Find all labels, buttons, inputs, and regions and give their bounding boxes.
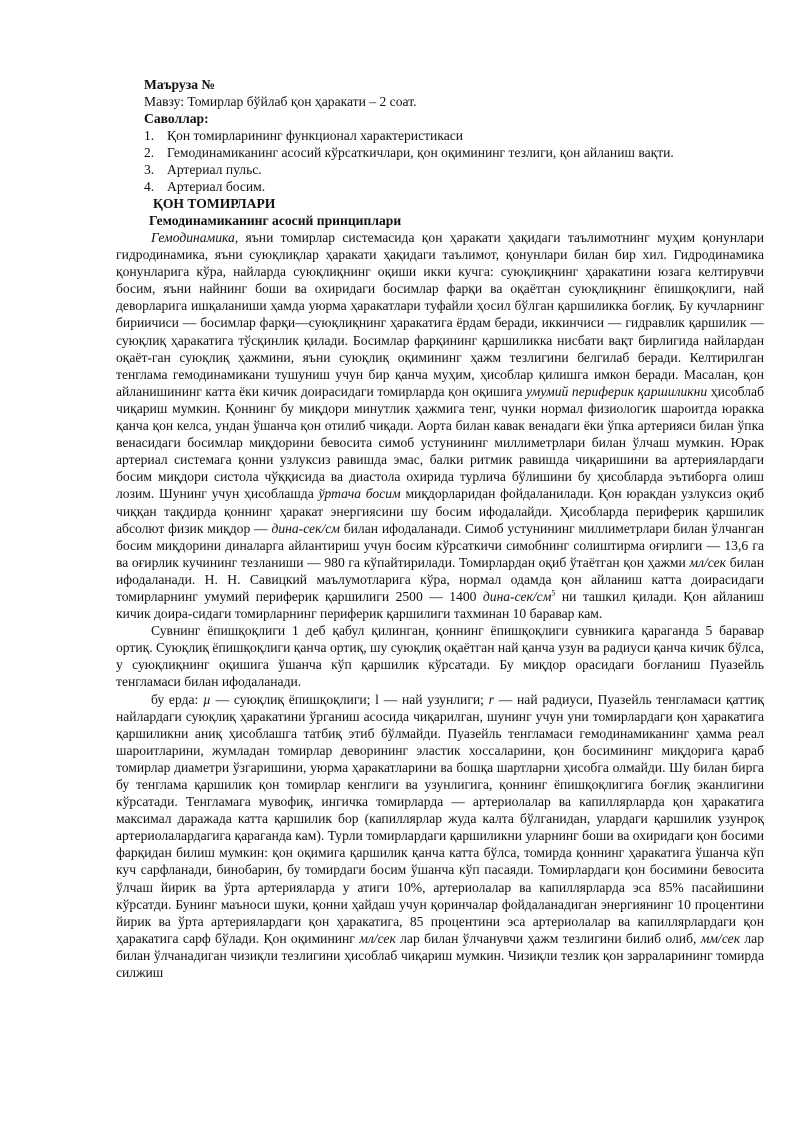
term-hemodynamics: Гемодинамика,: [151, 230, 239, 245]
text-run: яъни томирлар системасида қон ҳаракати ҳақидаги таълимотнинг муҳим қонунлари гидродинамика, яъни суюқлиқлар ҳаракати ҳақидаги таълимот, қонунлари билан бир хил. Гидродинамика қонунларига кўра, найларда суюқлиқнинг оқиши икки кучга: суюқлиқнинг ҳаракатини юзага келтирувчи босим, яъни найнинг боши ва охиридаги босимлар фарқи ва оқаётган суюқлиқнинг ёпишқоқлиги, най деворларига ишқаланиши ҳамда уюрма ҳаракатлари туфайли ҳосил бўлган қаршиликка боғлиқ. Бу кучларнинг бириичиси — босимлар фарқи—суюқлиқнинг ҳаракатига ёрдам беради, иккинчиси — гидравлик қаршилик —суюқлиқ ҳаракатига тўсқинлик қилади. Босимлар фарқининг қаршиликка нисбати вақт бирлигида найлардан оқаёт-ган суюқлиқ ҳажмини, яъни суюқлиқ оқимининг ҳажм тезлигини белгилаб беради. Келтирилган тенглама гемодинамикани тушуниш учун бир қанча муҳим, ҳисоблар қилишга имкон беради. Масалан, қон айланишининг катта ёки кичик доирасидаги томирларда қон оқишига: [116, 230, 764, 399]
text-run: лар билан ўлчанувчи ҳажм тезлигини билиб олиб,: [395, 930, 701, 946]
question-text: Артериал босим.: [167, 179, 266, 194]
question-number: 2.: [144, 145, 155, 160]
unit-mm-sec: мм/сек: [700, 930, 741, 946]
text-run: ҳисоблаб чиқариш мумкин. Қоннинг бу миқдори минутлик ҳажмига тенг, чунки нормал физиологик шароитда юракка қанча қон келса, ундан ўшанча қон отилиб чиқади. Аорта билан кавак венадаги ёки ўпка артерияси билан ўпка венасидаги босимлар миқдорини бевосита симоб устунининг миллиметрлари билан ўлчаш мумкин. Юрак артериал системага қонни узлуксиз равишда эмас, балки ритмик равишда чиқаришини ва артериялардаги босим миқдори систола чўққисида ва диастола охирида турлича бўлишини бу ҳисобларда эътиборга олиш лозим. Шунинг учун ҳисоблашда: [116, 383, 764, 502]
unit-dyn-sec-cm: дина-сек/см: [271, 520, 340, 536]
questions-label: Саволлар:: [144, 111, 209, 126]
body-text: [116, 229, 764, 981]
text-run: билан ифодаланади. Симоб устунининг миллиметрлари билан ўлчанган босим миқдорини диналарга айлантириш учун босим кўрсаткичи симобнинг солиштирма оғирлиги — 13,6 га ва оғирлик кучининг тезланиши — 980 га кўпайтирилади. Томирлардан оқиб ўтаётган қон ҳажми: [116, 520, 765, 570]
superscript-5: 5: [551, 588, 556, 598]
question-text: Гемодинамиканинг асосий кўрсаткичлари, қон оқимининг тезлиги, қон айланиш вақти.: [167, 145, 674, 160]
question-text: Артериал пульс.: [167, 162, 262, 177]
text-run: — най радиуси, Пуазейль тенгламаси қаттиқ найлардаги суюқлиқ ҳаракатини ўрганиш асосида чиқарилган, шунинг учун уни томирлардаги қон ҳаракатига қаршиликни аниқ ҳисоблашга татбиқ этиб бўлмайди. Пуазейль тенгламаси гемодинамиканинг ҳамма реал шароитларини, жумладан томирлар деворининг эластик хоссаларини, қон босимининг миқдорига қараб томирлар диаметри ўзгаришини, уюрма ҳаракатларини ва бошқа шартларни ҳисобга олмайди. Шу билан бирга бу тенглама қаршилик қон томирлар кенглиги ва узунлигига, қоннинг ёпишқоқлигига боғлиқ эканлигини кўрсатади. Тенгламага мувофиқ, ингичка томирларда — артериолалар ва капиллярларда қон ҳаракатига максимал даражада катта қаршилик бор (капиллярлар жуда калта бўлганидан, улардаги қаршилик узунроқ артериолалардагига қараганда кам). Турли томирлардаги қаршиликни уларнинг боши ва охиридаги қон босими фарқидан билиш мумкин: қон оқимига қаршилик қанча катта бўлса, томирда қоннинг ҳаракатига ўшанча кўп куч сарфланади, бинобарин, бу томирдаги босим ўшанча кўп пасаяди. Томирлардаги қон босимини бевосита ўлчаш йирик ва ўрта артерияларда у атиги 10%, артериолалар ва капиллярларда эса 85% пасайишини кўрсатди. Бунинг маъноси шуки, қонни ҳайдаш учун қоринчалар фойдаланадиган энергиянинг 10 процентини йирик ва ўрта артериялардаги қон ҳаракатига, 85 процентини эса артериолалар ва капиллярлардаги қон ҳаракатига сарф бўлади. Қон оқимининг: [116, 691, 764, 946]
symbol-r: r: [488, 691, 494, 707]
unit-dyn-sec-cm5: дина-сек/см: [482, 588, 552, 604]
lecture-label: Маъруза №: [144, 77, 216, 92]
question-number: 4.: [144, 179, 155, 194]
unit-ml-sec: мл/сек: [689, 554, 727, 570]
section-title: ҚОН ТОМИРЛАРИ: [153, 196, 276, 211]
question-number: 3.: [144, 162, 155, 177]
text-run: бу ерда:: [151, 691, 204, 707]
text-run: лар билан ўлчанадиган чизиқли тезлигини ҳисоблаб чиқариш мумкин. Чизиқли тезлик қон зарраларининг томирда силжиш: [116, 930, 765, 981]
paragraph-viscosity: Сувнинг ёпишқоқлиги 1 деб қабул қилинган, қоннинг ёпишқоқлиги сувникига қараганда 5 баравар ортиқ. Суюқлиқ ёпишқоқлиги қанча ортиқ, шу суюқлиқ оқаётган най қанча узун ва радиуси қанча кичик бўлса, у суюқлиқнинг оқишига ўшанча кўп қаршилик кўрсатади. Бу миқдор орасидаги боғланиш Пуазейль тенгламаси билан ифодаланади.: [116, 623, 764, 690]
symbol-mu: µ: [203, 691, 211, 707]
question-item: [144, 144, 764, 161]
paragraph-poiseuille: [116, 691, 764, 982]
text-run: миқдорларидан фойдаланилади. Қон юракдан узлуксиз оқиб чиққан тақдирда қоннинг ҳаракат энергиясини шу босим ифодалайди. Ҳисобларда периферик қаршилик абсолют физик миқдор —: [116, 486, 764, 536]
text-run: ни ташкил қилади. Қон айланиш кичик доира-сидаги томирларнинг периферик қаршилиги тахминан 10 баравар кам.: [116, 588, 764, 622]
question-number: 1.: [144, 128, 155, 143]
paragraph-hemodynamics: [116, 229, 764, 622]
lecture-topic: Мавзу: Томирлар бўйлаб қон ҳаракати – 2 соат.: [144, 94, 417, 109]
unit-ml-sec: мл/сек: [359, 930, 396, 946]
section-subtitle: Гемодинамиканинг асосий принциплари: [149, 213, 402, 228]
question-item: [144, 161, 764, 178]
term-mean-pressure: ўртача босим: [318, 486, 401, 502]
lecture-header: [144, 76, 764, 229]
text-run: билан ифодаланади. Н. Н. Савицкий маълумотларига кўра, нормал одамда қон айланиш катта доирасидаги томирларнинг умумий периферик қаршилиги 2500 — 1400: [116, 554, 764, 604]
question-item: [144, 178, 764, 195]
questions-list: [144, 127, 764, 195]
text-run: — суюқлиқ ёпишқоқлиги; l — най узунлиги;: [210, 691, 489, 707]
question-text: Қон томирларининг функционал характеристикаси: [167, 128, 464, 143]
term-total-peripheral-resistance: умумий периферик қаршиликни: [525, 383, 708, 399]
question-item: [144, 127, 764, 144]
